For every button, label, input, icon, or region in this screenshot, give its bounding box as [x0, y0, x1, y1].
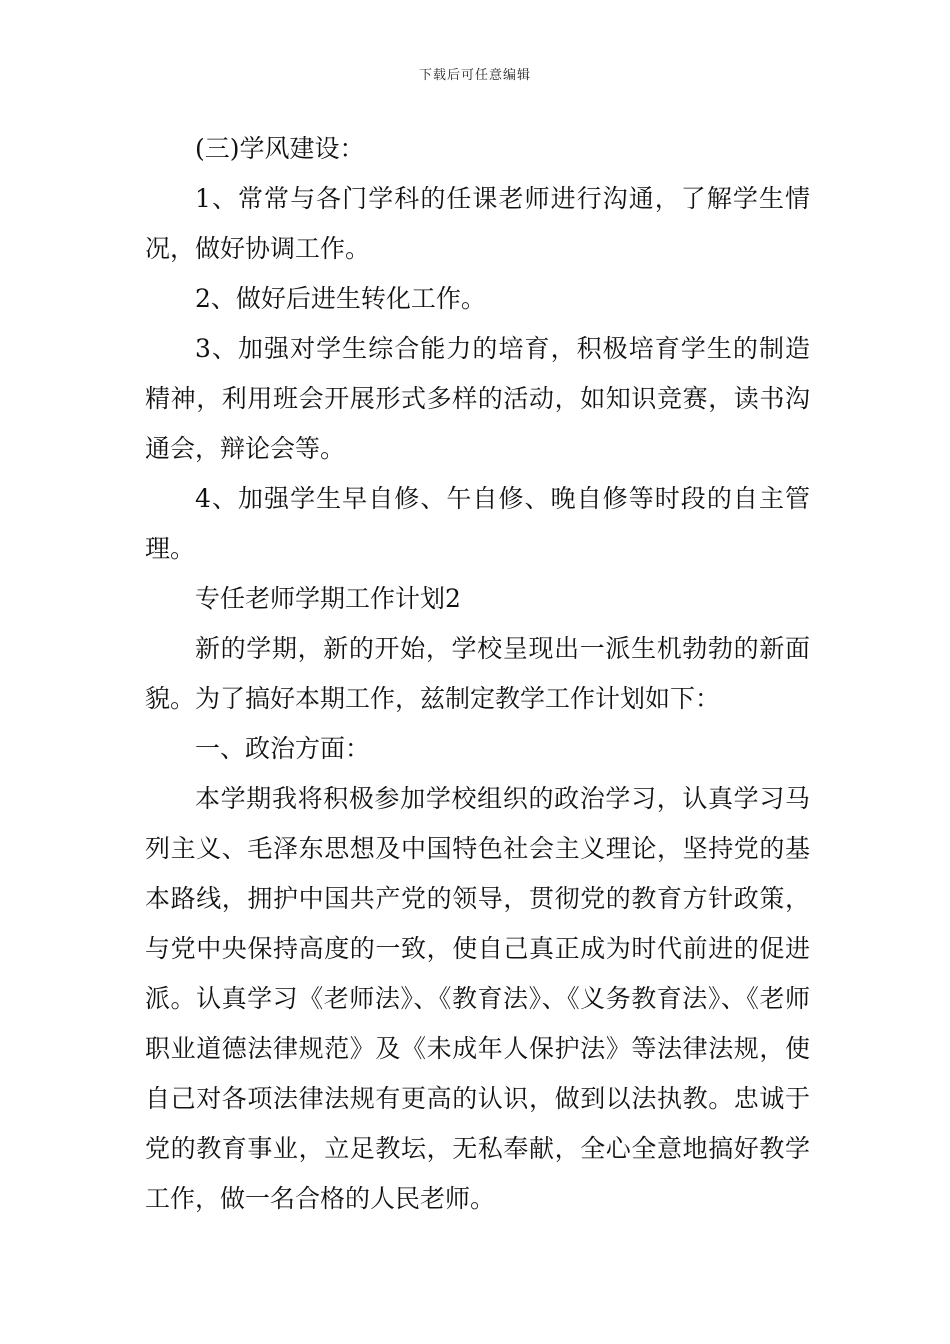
page-header: 下载后可任意编辑: [418, 68, 531, 83]
document-body: [145, 124, 810, 1224]
section-heading-study-style: (三)学风建设：: [195, 134, 365, 163]
list-item-1: 1、常常与各门学科的任课老师进行沟通，了解学生情况，做好协调工作。: [145, 184, 810, 263]
list-item-4: 4、加强学生早自修、午自修、晚自修等时段的自主管理。: [145, 484, 810, 563]
list-item-2: 2、做好后进生转化工作。: [195, 284, 486, 313]
intro-paragraph: 新的学期，新的开始，学校呈现出一派生机勃勃的新面貌。为了搞好本期工作，兹制定教学工作计划如下：: [145, 634, 810, 713]
section-heading-politics: 一、政治方面：: [195, 734, 371, 763]
politics-paragraph: 本学期我将积极参加学校组织的政治学习，认真学习马列主义、毛泽东思想及中国特色社会主义理论，坚持党的基本路线，拥护中国共产党的领导，贯彻党的教育方针政策，与党中央保持高度的一致，使自己真正成为时代前进的促进派。认真学习《老师法》、《教育法》、《义务教育法》、《老师职业道德法律规范》及《未成年人保护法》等法律法规，使自己对各项法律法规有更高的认识，做到以法执教。忠诚于党的教育事业，立足教坛，无私奉献，全心全意地搞好教学工作，做一名合格的人民老师。: [145, 784, 810, 1213]
plan-title: 专任老师学期工作计划2: [195, 584, 461, 613]
list-item-3: 3、加强对学生综合能力的培育，积极培育学生的制造精神，利用班会开展形式多样的活动，如知识竞赛，读书沟通会，辩论会等。: [145, 334, 810, 463]
